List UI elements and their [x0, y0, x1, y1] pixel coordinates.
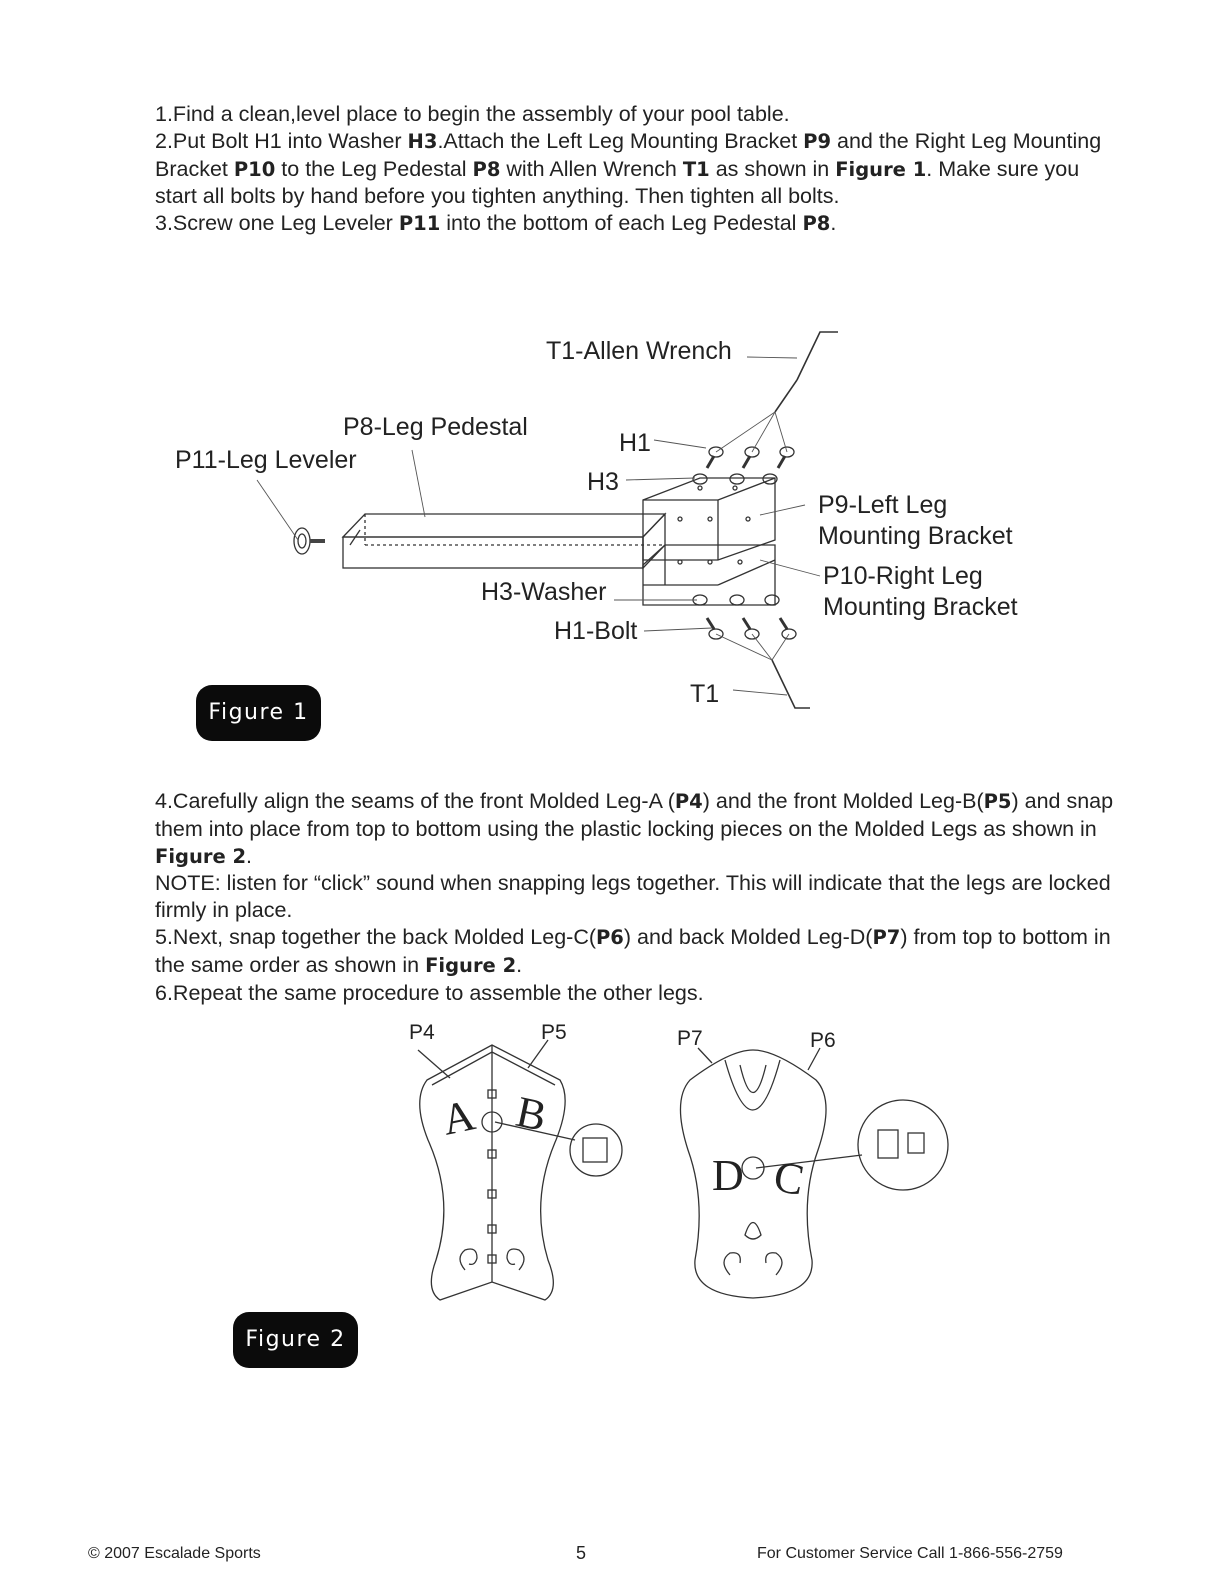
note: NOTE: listen for “click” sound when snapping legs together. This will indicate that the legs are locked firmly in place.	[155, 871, 1111, 923]
step-6: 6.Repeat the same procedure to assemble the other legs.	[155, 980, 704, 1005]
label-t1: T1	[690, 680, 720, 708]
footer-page-number: 5	[576, 1543, 587, 1563]
letter-a: A	[437, 1090, 480, 1145]
label-left-bracket-line2: Mounting Bracket	[818, 522, 1013, 550]
letter-d: D	[712, 1151, 744, 1200]
label-h1: H1	[619, 429, 651, 457]
front-leg-drawing	[418, 1040, 622, 1300]
step-2: 2.Put Bolt H1 into Washer H3.Attach the Left Leg Mounting Bracket P9 and the Right Leg Mounting Bracket P10 to the Leg Pedestal P8 with Allen Wrench T1 as shown in Figure 1. Make sure you start all bolts by hand before you tighten anything. Then tighten all bolts.	[155, 128, 1102, 209]
leg-pedestal-drawing	[343, 514, 665, 568]
footer-copyright: © 2007 Escalade Sports	[88, 1545, 261, 1562]
footer-customer-service: For Customer Service Call 1-866-556-2759	[757, 1545, 1063, 1562]
step-4: 4.Carefully align the seams of the front Molded Leg-A (P4) and the front Molded Leg-B(P5) and snap them into place from top to bottom using the plastic locking pieces on the Molded Legs as shown in Figure 2.	[155, 789, 1114, 868]
label-washer: H3-Washer	[481, 578, 607, 606]
label-left-bracket-line1: P9-Left Leg	[818, 491, 948, 519]
instructions-bottom	[155, 788, 1115, 1006]
label-p5: P5	[541, 1021, 567, 1044]
label-bolt: H1-Bolt	[554, 617, 638, 645]
label-p4: P4	[409, 1021, 435, 1044]
step-5: 5.Next, snap together the back Molded Leg-C(P6) and back Molded Leg-D(P7) from top to bottom in the same order as shown in Figure 2.	[155, 924, 1111, 977]
label-allen-wrench: T1-Allen Wrench	[546, 337, 732, 365]
leg-leveler-drawing	[294, 528, 325, 554]
step-1: 1.Find a clean,level place to begin the assembly of your pool table.	[155, 102, 790, 126]
step-3: 3.Screw one Leg Leveler P11 into the bottom of each Leg Pedestal P8.	[155, 211, 837, 236]
figure-1-badge: Figure 1	[196, 685, 321, 741]
letter-b: B	[511, 1086, 551, 1141]
label-p7: P7	[677, 1027, 703, 1050]
label-p6: P6	[810, 1029, 836, 1052]
figure1-leader-lines	[257, 357, 820, 695]
allen-wrench-drawing	[772, 332, 838, 708]
label-right-bracket-line2: Mounting Bracket	[823, 593, 1018, 621]
right-bracket-drawing	[643, 545, 775, 605]
figure-2-badge: Figure 2	[233, 1312, 358, 1368]
label-right-bracket-line1: P10-Right Leg	[823, 562, 983, 590]
bottom-bolts-drawing	[693, 595, 796, 639]
label-h3: H3	[587, 468, 619, 496]
letter-c: C	[770, 1151, 808, 1205]
label-leg-leveler: P11-Leg Leveler	[175, 446, 357, 474]
leg-letters	[438, 1087, 808, 1205]
label-leg-pedestal: P8-Leg Pedestal	[343, 413, 528, 441]
